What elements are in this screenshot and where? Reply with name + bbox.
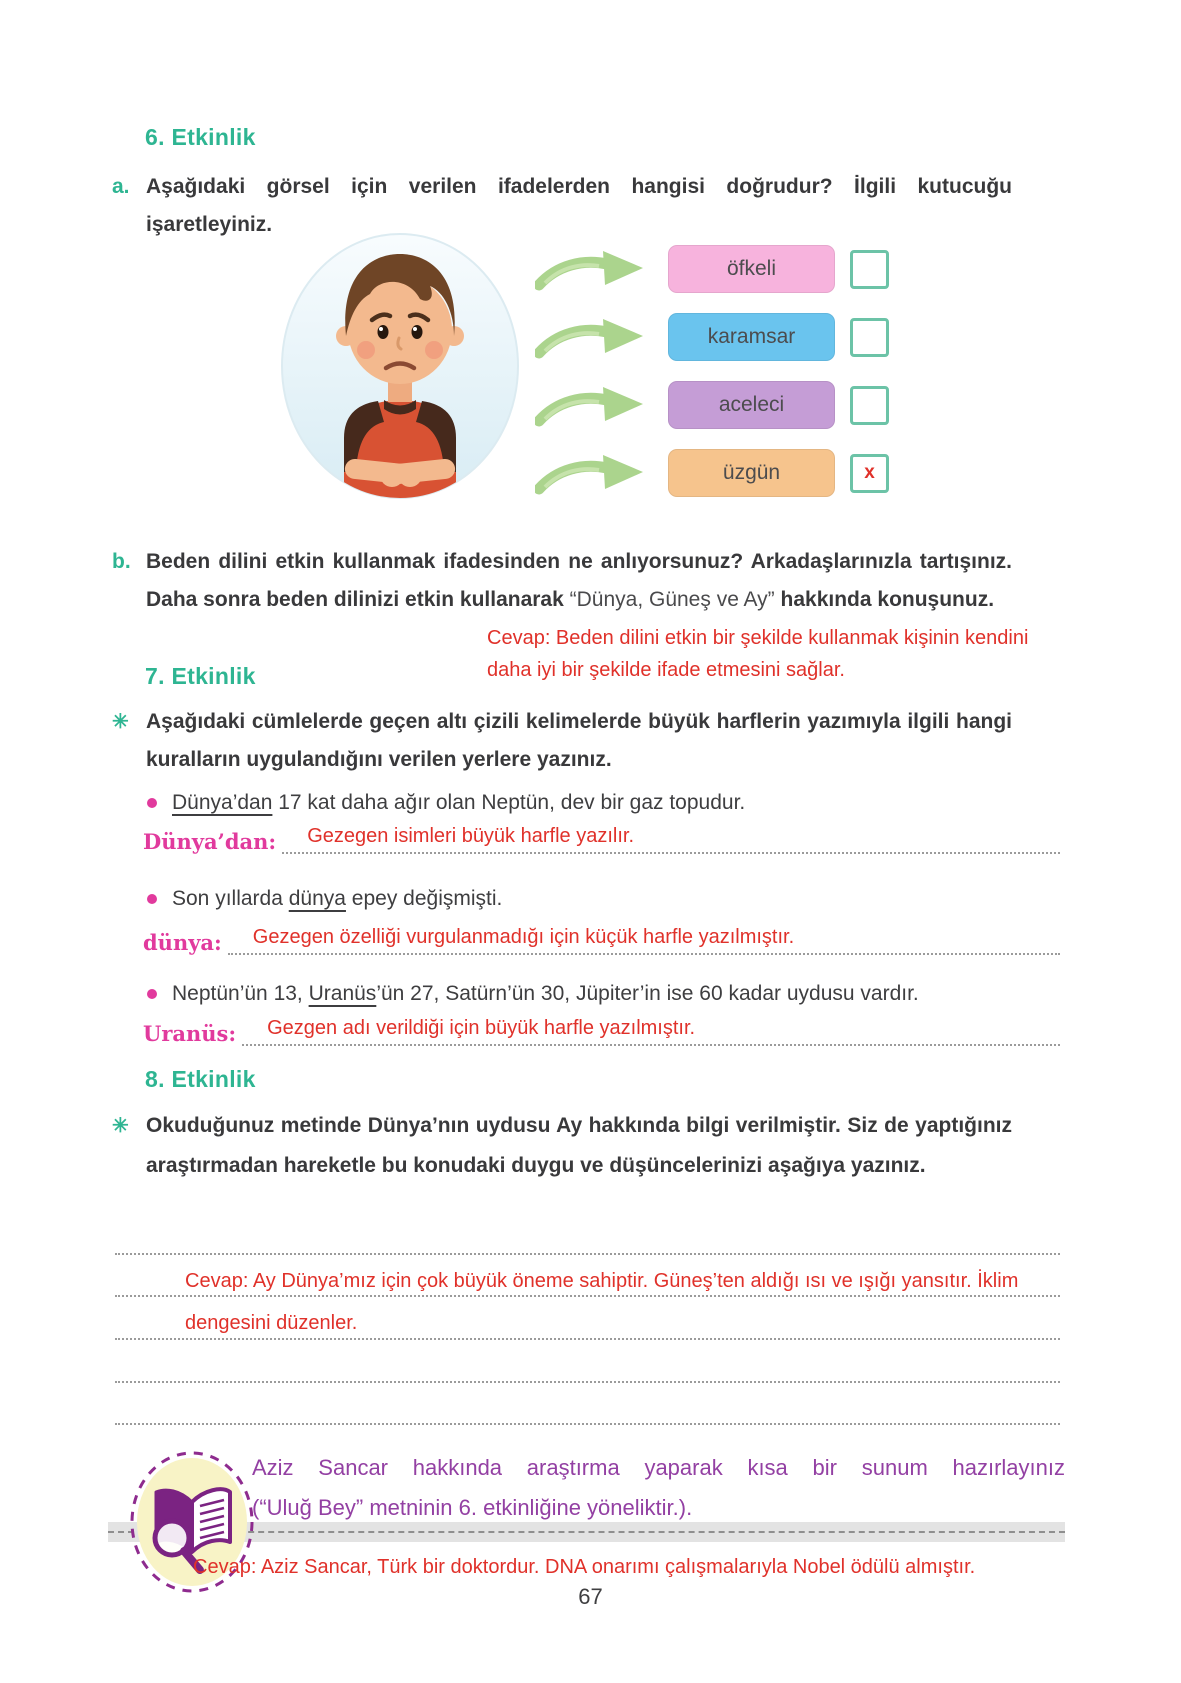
option-box-uzgun: üzgün — [668, 449, 835, 497]
sentence-text: Dünya’dan 17 kat daha ağır olan Neptün, dev bir gaz topudur. — [172, 791, 746, 814]
answer-label: dünya: — [143, 930, 222, 955]
question-a-text: Aşağıdaki görsel için verilen ifadelerden hangisi doğrudur? İlgili kutucuğu işaretleyiniz. — [146, 175, 1012, 236]
handwritten-answer: Cevap: Aziz Sancar, Türk bir doktordur. DNA onarımı çalışmalarıyla Nobel ödülü almıştır. — [193, 1556, 976, 1578]
arrow-icon — [535, 451, 647, 495]
question-b-label: b. — [112, 550, 131, 573]
write-in-line[interactable] — [282, 808, 1060, 854]
question-a — [112, 168, 1012, 244]
activity-7-prompt — [112, 703, 1012, 779]
activity-8-prompt — [112, 1106, 1012, 1186]
bullet-dot-icon — [147, 989, 157, 999]
option-row — [535, 246, 1065, 292]
arrow-icon — [535, 315, 647, 359]
write-in-line[interactable] — [242, 1000, 1060, 1046]
question-b — [112, 543, 1012, 619]
question-b-answer: Cevap: Beden dilini etkin bir şekilde kullanmak kişinin kendini daha iyi bir şekilde ifade etmesini sağlar. — [487, 627, 1029, 681]
sentence-text: Neptün’ün 13, Uranüs’ün 27, Satürn’ün 30, Jüpiter’in ise 60 kadar uydusu vardır. — [172, 982, 919, 1005]
answer-line — [143, 1002, 1060, 1046]
checkbox-mark: x — [864, 462, 875, 483]
write-in-line[interactable] — [115, 1252, 1060, 1255]
write-in-line[interactable] — [115, 1380, 1060, 1383]
checkbox-karamsar[interactable] — [850, 318, 889, 357]
write-in-line[interactable] — [115, 1422, 1060, 1425]
write-in-line[interactable] — [228, 909, 1060, 955]
activity-8-prompt-text: Okuduğunuz metinde Dünya’nın uydusu Ay hakkında bilgi verilmiştir. Siz de yaptığınız araştırmadan hareketle bu konudaki duygu ve düşüncelerinizi aşağıya yazınız. — [146, 1114, 1012, 1177]
answer-line — [143, 810, 1060, 854]
activity-7-heading: 7. Etkinlik — [145, 663, 256, 689]
bullet-dot-icon — [147, 798, 157, 808]
option-row — [535, 450, 1065, 496]
option-box-ofkeli: öfkeli — [668, 245, 835, 293]
option-row — [535, 382, 1065, 428]
question-a-label: a. — [112, 175, 130, 198]
underlined-word: Uranüs — [308, 982, 377, 1005]
checkbox-ofkeli[interactable] — [850, 250, 889, 289]
option-box-karamsar: karamsar — [668, 313, 835, 361]
question-b-bold1: Beden dilini etkin kullanmak ifadesinden ne anlıyorsunuz? Arkadaşlarınızla tartışınız. Daha sonra beden dilinizi etkin kullanarak — [146, 550, 1012, 611]
question-b-text — [146, 543, 1012, 619]
answer-line — [143, 911, 1060, 955]
handwritten-answer: Gezgen adı verildiği için büyük harfle yazılmıştır. — [267, 1017, 696, 1039]
activity-7-prompt-text: Aşağıdaki cümlelerde geçen altı çizili kelimelerde büyük harflerin yazımıyla ilgili hangi kuralların uygulandığını verilen yerlere yazınız. — [146, 710, 1012, 771]
research-prompt-line2: (“Uluğ Bey” metninin 6. etkinliğine yöneliktir.). — [252, 1495, 693, 1520]
option-box-aceleci: aceleci — [668, 381, 835, 429]
star-bullet-icon — [112, 703, 146, 779]
arrow-icon — [535, 383, 647, 427]
bullet-dot-icon — [147, 894, 157, 904]
checkbox-uzgun[interactable] — [850, 454, 889, 493]
activity-8-heading: 8. Etkinlik — [145, 1066, 256, 1092]
research-prompt-line1: Aziz Sancar hakkında araştırma yaparak kısa bir sunum hazırlayınız — [252, 1455, 1065, 1480]
underlined-word: Dünya’dan — [172, 791, 273, 814]
underlined-word: dünya — [288, 887, 346, 910]
research-prompt — [252, 1448, 1065, 1528]
handwritten-answer: Gezegen isimleri büyük harfle yazılır. — [307, 825, 634, 847]
question-b-bold2: hakkında konuşunuz. — [780, 588, 995, 611]
option-row — [535, 314, 1065, 360]
sentence-text: Son yıllarda dünya epey değişmişti. — [172, 887, 503, 910]
answer-label: Dünya’dan: — [143, 829, 277, 854]
handwritten-answer: Gezegen özelliği vurgulanmadığı için küçük harfle yazılmıştır. — [252, 926, 795, 948]
star-bullet-icon — [112, 1106, 146, 1186]
answer-label: Uranüs: — [143, 1021, 237, 1046]
question-b-quote: “Dünya, Güneş ve Ay” — [569, 588, 781, 611]
activity-6-heading: 6. Etkinlik — [145, 124, 256, 150]
checkbox-aceleci[interactable] — [850, 386, 889, 425]
arrow-icon — [535, 247, 647, 291]
page-number: 67 — [578, 1584, 603, 1609]
handwritten-answer: Cevap: Ay Dünya’mız için çok büyük öneme sahiptir. Güneş’ten aldığı ısı ve ışığı yansıtır. İklim dengesini düzenler. — [185, 1270, 1019, 1334]
sad-boy-illustration — [280, 232, 520, 500]
